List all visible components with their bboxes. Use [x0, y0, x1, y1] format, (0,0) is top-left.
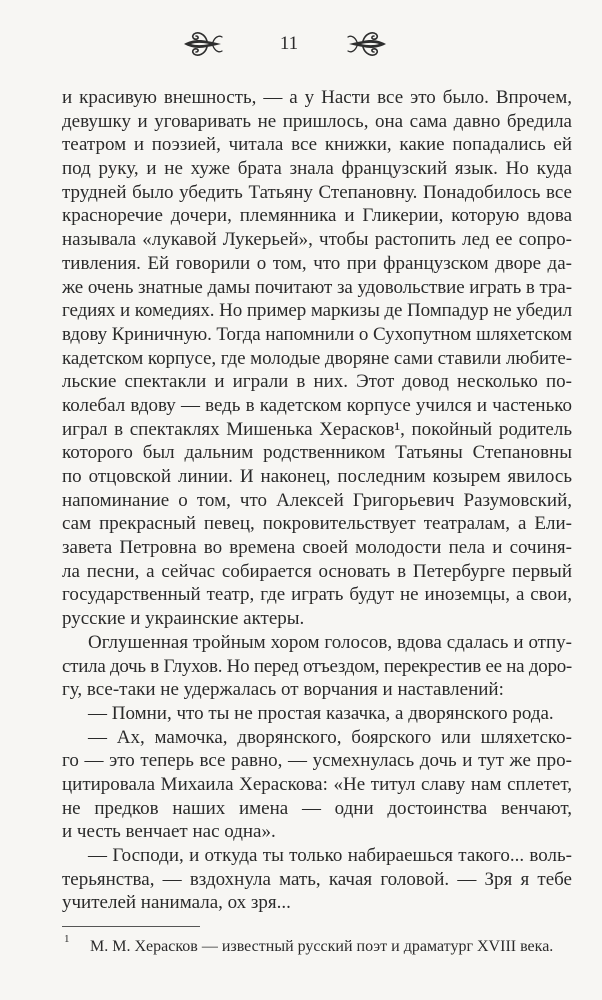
paragraph	[62, 702, 572, 726]
text-line: сам прекрасный певец, покровительствует театралам, а Ели-	[62, 513, 572, 535]
text-line: Оглушенная тройным хором голосов, вдова сдалась и отпу-	[88, 631, 572, 653]
text-line: — Ах, мамочка, дворянского, боярского или шляхетско-	[88, 726, 572, 748]
text-line: и честь венчает нас одна».	[62, 821, 276, 843]
text-line: называла «лукавой Лукерьей», чтобы растопить лед ее сопро-	[62, 229, 572, 251]
text-line: цитировала Михаила Хераскова: «Не титул славу нам сплетет,	[62, 773, 572, 795]
paragraph	[62, 631, 572, 702]
text-line: русские и украинские актеры.	[62, 608, 305, 630]
paragraph	[62, 86, 572, 631]
text-line: льские спектакли и играли в них. Этот довод несколько по-	[62, 371, 572, 393]
text-line: красноречие дочери, племянника и Гликерии, которую вдова	[62, 205, 572, 227]
text-line: — Помни, что ты не простая казачка, а дворянского рода.	[88, 702, 554, 724]
text-line: по отцовской линии. И наконец, последним козырем явилось	[62, 466, 572, 487]
text-line: кадетском корпусе, где молодые дворяне сами ставили любите-	[62, 347, 572, 369]
text-line: го — это теперь все равно, — усмехнулась дочь и тут же про-	[62, 750, 572, 772]
footnote	[62, 933, 572, 958]
text-line: же очень знатные дамы почитают за удовольствие играть в тра-	[62, 276, 572, 298]
paragraph	[62, 726, 572, 844]
text-line: вдову Криничную. Тогда напомнили о Сухопутном шляхетском	[62, 323, 572, 345]
footnote-text: М. М. Херасков — известный русский поэт и драматург XVIII века.	[90, 938, 554, 955]
text-line: — Господи, и откуда ты только набираешься такого... воль-	[88, 845, 572, 866]
footnote-separator	[62, 926, 200, 927]
text-line: колебал вдову — ведь в кадетском корпусе учился и частенько	[62, 394, 572, 416]
page-number: 11	[279, 33, 299, 54]
text-line: гу, все-таки не удержалась от ворчания и наставлений:	[62, 679, 504, 701]
text-line: трудней было убедить Татьяну Степановну. Понадобилось все	[62, 181, 572, 203]
fleuron-right-icon	[347, 29, 387, 59]
text-line: играл в спектаклях Мишенька Херасков¹, покойный родитель	[62, 418, 572, 440]
footnote-mark: 1	[64, 933, 70, 945]
text-line: которого был дальним родственником Татьяны Степановны	[62, 442, 572, 464]
text-line: стила дочь в Глухов. Но перед отъездом, перекрестив ее на доро-	[62, 655, 572, 677]
text-line: завета Петровна во времена своей молодости пела и сочиня-	[62, 537, 572, 559]
text-line: театром и поэзией, читала все книжки, какие попадались ей	[62, 134, 572, 156]
text-line: ла песни, а сейчас собирается основать в Петербурге первый	[62, 560, 572, 582]
fleuron-left-icon	[183, 29, 223, 59]
text-line: напоминание о том, что Алексей Григорьевич Разумовский,	[62, 489, 572, 511]
text-line: не предков наших имена — одни достоинства венчают,	[62, 797, 572, 819]
paragraph	[62, 844, 572, 915]
text-line: государственный театр, где играть будут не иноземцы, а свои,	[62, 584, 572, 606]
text-line: терьянства, — вздохнула мать, качая головой. — Зря я тебе	[62, 868, 572, 890]
text-line: гедиях и комедиях. Но пример маркизы де Помпадур не убедил	[62, 300, 572, 322]
text-line: учителей нанимала, ох зря...	[62, 892, 291, 914]
text-line: и красивую внешность, — а у Насти все это было. Впрочем,	[62, 87, 572, 108]
text-line: тивления. Ей говорили о том, что при французском дворе да-	[62, 252, 572, 274]
body-text	[62, 86, 572, 915]
text-line: под руку, и не хуже брата знала французский язык. Но куда	[62, 158, 572, 180]
text-line: девушку и уговаривать не пришлось, она сама давно бредила	[62, 110, 572, 132]
